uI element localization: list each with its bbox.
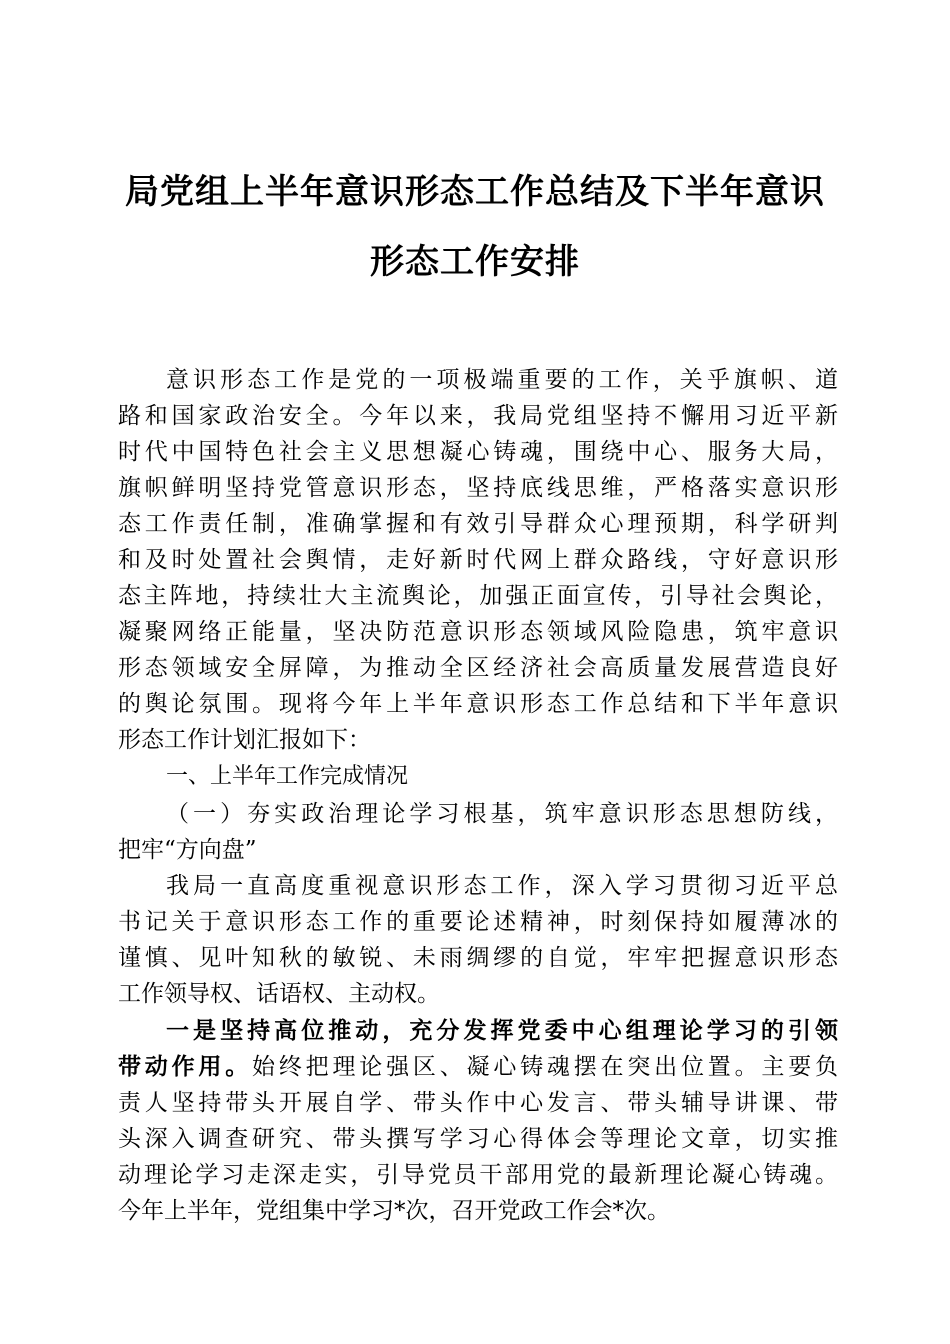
- intro-line-11: 形态工作计划汇报如下：: [118, 727, 371, 753]
- intro-line-2: 路和国家政治安全。今年以来，我局党组坚持不懈用习近平新: [118, 403, 838, 429]
- intro-line-3: 时代中国特色社会主义思想凝心铸魂，围绕中心、服务大局，: [118, 439, 838, 465]
- para3-line-2-rest: 始终把理论强区、凝心铸魂摆在突出位置。主要负: [252, 1054, 839, 1080]
- subheading-line-1: （一）夯实政治理论学习根基，筑牢意识形态思想防线，: [166, 801, 838, 827]
- intro-line-10: 的舆论氛围。现将今年上半年意识形态工作总结和下半年意识: [118, 691, 838, 717]
- intro-line-5: 态工作责任制，准确掌握和有效引导群众心理预期，科学研判: [118, 511, 838, 537]
- para2-line-4: 工作领导权、话语权、主动权。: [118, 981, 440, 1007]
- intro-line-9: 形态领域安全屏障，为推动全区经济社会高质量发展营造良好: [118, 655, 838, 681]
- para3-line-6: 今年上半年，党组集中学习*次，召开党政工作会*次。: [118, 1198, 670, 1224]
- intro-line-6: 和及时处置社会舆情，走好新时代网上群众路线，守好意识形: [118, 547, 838, 573]
- document-title-line-1: 局党组上半年意识形态工作总结及下半年意识: [125, 172, 825, 212]
- document-title-line-2: 形态工作安排: [370, 242, 580, 282]
- para3-line-5: 动理论学习走深走实，引导党员干部用党的最新理论凝心铸魂。: [118, 1162, 838, 1188]
- para3-line-2: [118, 1049, 838, 1085]
- intro-line-1: 意识形态工作是党的一项极端重要的工作，关乎旗帜、道: [166, 367, 838, 393]
- subheading-line-2: 把牢“方向盘”: [118, 837, 257, 863]
- para3-bold-line-2-part: 带动作用。: [118, 1053, 253, 1080]
- intro-line-7: 态主阵地，持续壮大主流舆论，加强正面宣传，引导社会舆论，: [118, 583, 838, 609]
- para3-line-4: 头深入调查研究、带头撰写学习心得体会等理论文章，切实推: [118, 1126, 838, 1152]
- intro-line-4: 旗帜鲜明坚持党管意识形态，坚持底线思维，严格落实意识形: [118, 475, 838, 501]
- para2-line-3: 谨慎、见叶知秋的敏锐、未雨绸缪的自觉，牢牢把握意识形态: [118, 945, 838, 971]
- intro-line-8: 凝聚网络正能量，坚决防范意识形态领域风险隐患，筑牢意识: [118, 619, 838, 645]
- section-heading-1: 一、上半年工作完成情况: [166, 764, 409, 789]
- para2-line-1: 我局一直高度重视意识形态工作，深入学习贯彻习近平总: [166, 873, 838, 899]
- para3-bold-line-1: 一是坚持高位推动，充分发挥党委中心组理论学习的引领: [166, 1017, 838, 1044]
- para3-line-3: 责人坚持带头开展自学、带头作中心发言、带头辅导讲课、带: [118, 1090, 838, 1116]
- para2-line-2: 书记关于意识形态工作的重要论述精神，时刻保持如履薄冰的: [118, 909, 838, 935]
